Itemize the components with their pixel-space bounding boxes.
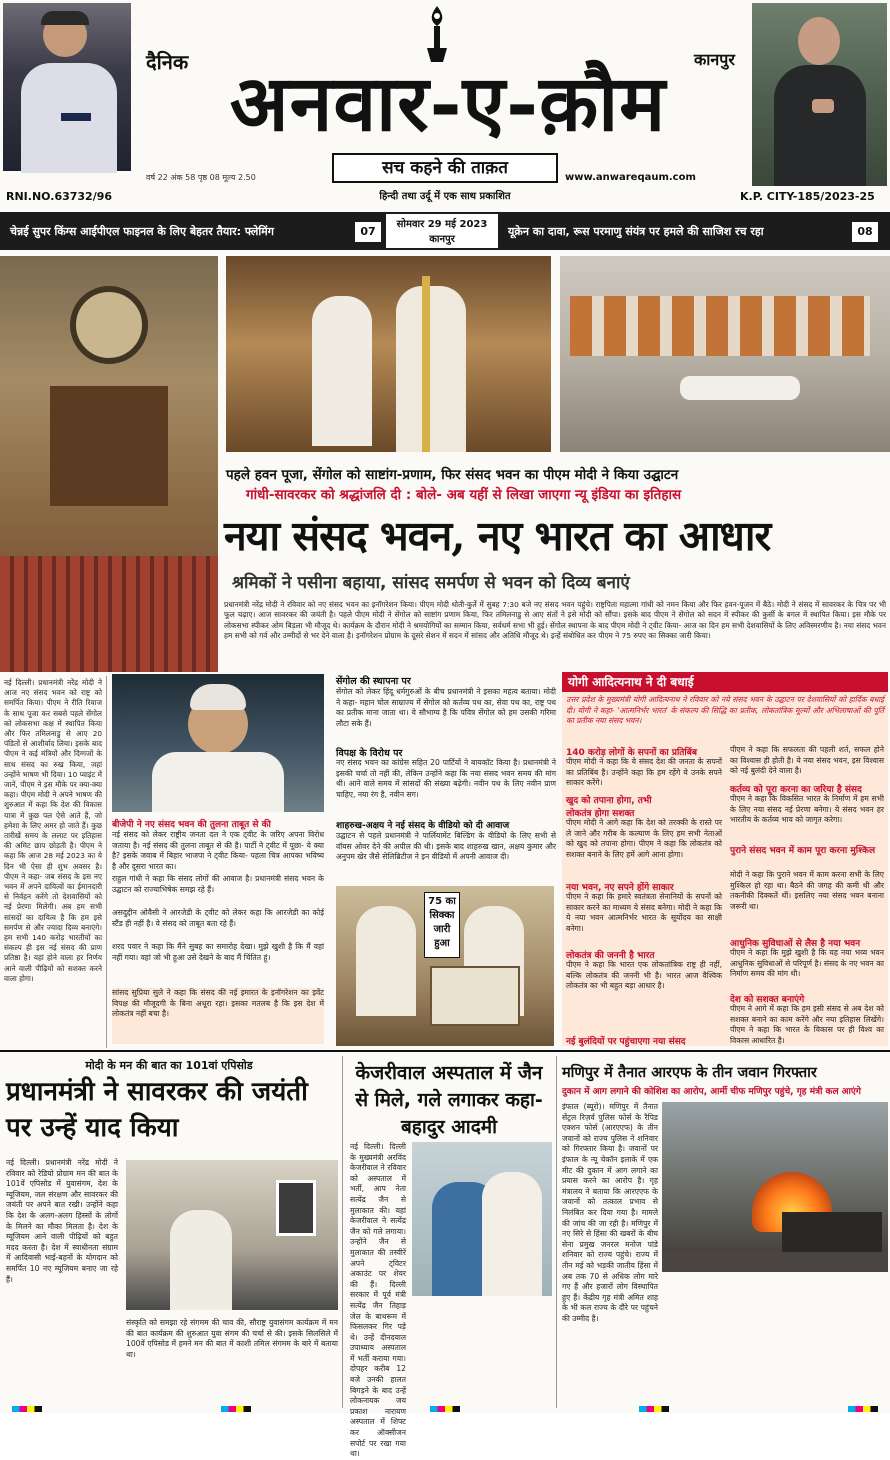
lead-headline: नया संसद भवन, नए भारत का आधार: [224, 512, 771, 560]
masthead-city: कानपुर: [694, 50, 735, 69]
prostration-photo: [560, 256, 890, 452]
cricketer-photo: [3, 3, 131, 171]
point-3-text: पीएम मोदी ने आगे कहा कि देश को तरक्की के रास्ते पर ले जाने और गरीब के कल्याण के लिए हम सभी नेताओं को खुद को तपाना होगा। पीएम ने कहा कि लोकतंत्र को सशक्त बनाने के लिए हमें आगे आना होगा।: [566, 818, 722, 859]
lead-kicker-1: पहले हवन पूजा, सेंगोल को साष्टांग-प्रणाम, फिर संसद भवन का पीएम मोदी ने किया उद्घाटन: [226, 467, 679, 483]
bjp-head: बीजेपी ने नए संसद भवन की तुलना ताबूत से की: [112, 820, 271, 830]
point2-4-head: देश को सशक्त बनाएंगे: [730, 995, 805, 1005]
teaser-right-page: 08: [852, 222, 878, 242]
sharad-text: शरद पवार ने कहा कि मैंने सुबह का समारोह देखा। मुझे खुशी है कि मैं वहां नहीं गया। वहां जो भी हुआ उसे देखने के बाद मैं चिंतित हूं।: [112, 942, 324, 962]
lead-intro: प्रधानमंत्री नरेंद्र मोदी ने रविवार को नए संसद भवन का इनॉगरेशन किया। पीएम मोदी धोती-कुर्ते में सुबह 7:30 बजे नए संसद भवन पहुंचे। राष्ट्रपिता महात्मा गांधी को नमन किया और फिर हवन-पूजन में बैठे। मोदी ने संसद में सावरकर के चित्र पर भी फूल चढ़ाए। आज सावरकर की जयंती है। पहले पीएम मोदी ने सेंगोल को साष्टांग प्रणाम किया, फिर तमिलनाडु से आए संतों ने इसे मोदी को सौंपा। इसके बाद पीएम ने सेंगोल को सदन में स्पीकर की कुर्सी के बगल में स्थापित किया। इस मौके पर लोकसभा स्पीकर ओम बिड़ला भी मौजूद थे। कार्यक्रम के दौरान मोदी ने श्रमयोगियों का सम्मान किया, सर्वधर्म सभा भी हुई। सेंगोल स्थापना के बाद पीएम मोदी ने ट्वीट किया- आज का दिन हम सभी देशवासियों के लिए अविस्मरणीय है। नया संसद भवन हम सभी को गर्व और उम्मीदों से भर देने वाला है। इनॉगरेशन प्रोग्राम के दूसरे सेशन में सदन में सांसद और अतिथि मौजूद थे। इन्हें संबोधित कर पीएम ने 75 रुपए का सिक्का जारी किया।: [224, 600, 886, 641]
registration-marks: [0, 1405, 890, 1413]
point-6-head: नई बुलंदियों पर पहुंचाएगा नया संसद: [566, 1037, 686, 1047]
issue-date: सोमवार 29 मई 2023: [396, 219, 488, 230]
point-4-head: नया भवन, नए सपने होंगे साकार: [566, 883, 674, 893]
modi-mann-photo: [126, 1160, 338, 1310]
kejriwal-text2: [412, 1300, 552, 1408]
shahrukh-head: शाहरुख-अक्षय ने नई संसद के वीडियो को दी आवाज: [336, 821, 510, 831]
vipaksh-head: विपक्ष के विरोध पर: [336, 748, 403, 759]
point2-1-head: कर्तव्य को पूरा करना का जरिया है संसद: [730, 785, 862, 795]
zelensky-photo: [752, 3, 887, 186]
lead-col1: नई दिल्ली। प्रधानमंत्री नरेंद्र मोदी ने आज नए संसद भवन को राष्ट्र को समर्पित किया। पीएम ने रीति रिवाज के साथ पूजा कर सबसे पहले सेंगोल को लोकसभा कक्ष में स्थापित किया और फिर तमिलनाडु से आए 20 पंडितों से आशीर्वाद लिया। इसके बाद पीएम ने कई मंत्रियों और दिग्गजों के साथ संसद का रुख किया, जहां उन्होंने भाषण भी दिया। 10 प्वाइंट में जानें, पीएम ने इस मौके पर क्या-क्या कहा। पीएम मोदी ने अपने भाषण की शुरुआत में कहा कि देश की विकास यात्रा में कुछ पल ऐसे आते हैं, जो हमेशा के लिए अमर हो जाते हैं। कुछ तारीखें समय के ललाट पर इतिहास की अमिट छाप छोड़ती है। पीएम ने कहा कि आज 28 मई 2023 का ये दिन भी ऐसा ही शुभ अवसर है। पीएम ने कहा- जब संसद के इस नए भवन में अपने दायित्वों का ईमानदारी से निर्वहन करेंगे तो देशवासियों को नई प्रेरणा मिलेगी। अब हम सभी सांसदों का दायित्व है कि हम इसे समर्पण से और ज्यादा दिव्य बनाएंगे। हम सभी 140 करोड़ भारतीयों का संकल्प ही इस नई संसद की प्राण प्रतिष्ठा है। यहां होने वाला हर निर्णय आने वाली पीढ़ियों को सशक्त करने वाला होगा।: [4, 678, 102, 983]
mann-kicker: मोदी के मन की बात का 101वां एपिसोड: [85, 1059, 253, 1072]
lead-kicker-2: गांधी-सावरकर को श्रद्धांजलि दी : बोले- अब यहीं से लिखा जाएगा न्यू इंडिया का इतिहास: [246, 487, 682, 503]
teaser-right[interactable]: यूक्रेन का दावा, रूस परमाणु संयंत्र पर हमले की साजिश रच रहा: [508, 225, 764, 238]
tagline-box: सच कहने की ताक़त: [332, 153, 558, 183]
kejriwal-headline: केजरीवाल अस्पताल में जैन से मिले, गले लगाकर कहा- बहादुर आदमी: [355, 1062, 543, 1138]
point-1-text: पीएम मोदी ने कहा कि ये संसद देश की जनता के सपनों का प्रतिबिंब है। उन्होंने कहा कि हम रहेंगे ये उनके सपने साकार करेंगे।: [566, 757, 722, 788]
mann-headline: प्रधानमंत्री ने सावरकर की जयंती पर उन्हें याद किया: [6, 1077, 308, 1143]
mann-text: नई दिल्ली। प्रधानमंत्री नरेंद्र मोदी ने रविवार को रेडियो प्रोग्राम मन की बात के 101वें एपिसोड में युवासंगम, देश के म्यूजियम, जल संरक्षण और सावरकर की जयंती पर अपने बात रखी। उन्होंने कहा कि देश के अलग-अलग हिस्सों के लोगों के मिलने का मौका मिलता है। देश के म्यूजियम आने वाली पीढ़ियों को बहुत मदद करता है। देश में स्वाधीनता संग्राम में आदिवासी भाई-बहनों के योगदान को समर्पित 10 नए म्यूजियम बनाए जा रहे हैं।: [6, 1158, 118, 1284]
manipur-kicker: दुकान में आग लगाने की कोशिश का आरोप, आर्मी चीफ मणिपुर पहुंचे, गृह मंत्री कल आएंगे: [562, 1087, 861, 1097]
point2-0-text: पीएम ने कहा कि सफलता की पहली शर्त, सफल होने का विश्वास ही होती है। ये नया संसद भवन, इस विश्वास को नई बुलंदी देने वाला है।: [730, 745, 884, 776]
modi-sengol-photo: [226, 256, 551, 452]
point-1-head: 140 करोड़ लोगों के सपनों का प्रतिबिंब: [566, 748, 698, 758]
point-5-text: पीएम ने कहा कि भारत एक लोकतांत्रिक राष्ट्र ही नहीं, बल्कि लोकतंत्र की जननी भी है। भारत आज वैश्विक लोकतंत्र का भी बहुत बड़ा आधार है।: [566, 960, 722, 991]
point2-2-head: पुराने संसद भवन में काम पूरा करना मुश्किल: [730, 846, 876, 856]
supriya-text: सांसद सुप्रिया सुले ने कहा कि संसद की नई इमारत के इनॉगरेशन का इवेंट विपक्ष की मौजूदगी के बिना अधूरा रहा। इसका मतलब है कि इस देश में लोकतंत्र नहीं बचा है।: [112, 988, 324, 1044]
manipur-fire-photo: [662, 1102, 888, 1272]
masthead-title: अनवार-ए-क़ौम: [229, 59, 667, 149]
yogi-text: उत्तर प्रदेश के मुख्यमंत्री योगी आदित्यनाथ ने रविवार को नये संसद भवन के उद्घाटन पर देशवासियों को हार्दिक बधाई दी। योगी ने कहा- 'आत्मनिर्भर भारत' के संकल्प की सिद्धि का प्रतीक, लोकतांत्रिक मूल्यों और अभिलाषाओं की पूर्ति का प्रतीक नया संसद भवन।: [566, 695, 884, 726]
bjp-text: नई संसद को लेकर राष्ट्रीय जनता दल ने एक ट्वीट के जरिए अपना विरोध जताया है। नई संसद की तुलना ताबूत से की है। पार्टी ने ट्वीट में पूछा- ये क्या है? इसके जवाब में बिहार भाजपा ने ट्वीट किया- पहला चित्र आपका भविष्य है और दूसरा भारत का।: [112, 830, 324, 871]
sengol-head: सेंगोल की स्थापना पर: [336, 676, 411, 687]
issue-city: कानपुर: [429, 234, 455, 245]
mann-text2: संस्कृति को समझा रहे संगमम की चाव की, सौराष्ट्र युवासंगम कार्यक्रम में मन की बात कार्यक्रम की शुरुआत युवा संगम की चर्चा से की। इसके सिलसिले में 100वें एपिसोड में हमने मन की बात में काशी तमिल संगमम के बारे में बताया था।: [126, 1318, 338, 1359]
point-4-text: पीएम ने कहा कि हमारे स्वतंत्रता सेनानियों के सपनों को साकार करने का माध्यम ये संसद बनेगा। मोदी ने कहा कि ये नया भवन आत्मनिर्भर भारत के सूर्योदय का साक्षी बनेगा।: [566, 892, 722, 933]
point2-1-text: पीएम ने कहा कि विकसित भारत के निर्माण में हम सभी के लिए नया संसद नई प्रेरणा बनेगा। ये संसद भवन हर भारतीय के कर्तव्य भाव को जागृत करेगा।: [730, 794, 884, 825]
vipaksh-text: नए संसद भवन का कांग्रेस सहित 20 पार्टियों ने बायकॉट किया है। प्रधानमंत्री ने इसकी चर्चा तो नहीं की, लेकिन उन्होंने कहा कि नया संसद भवन समय की मांग थी। आने वाले समय में सांसदों की संख्या बढ़ेगी। नवीन पथ के लिए नवीन प्राण चाहिए, नया रंग है, नवीन सग।: [336, 758, 556, 799]
yogi-head: योगी आदित्यनाथ ने दी बधाई: [562, 672, 888, 692]
teaser-left[interactable]: चेन्नई सुपर किंग्स आईपीएल फाइनल के लिए बेहतर तैयार: फ्लेमिंग: [10, 225, 274, 238]
teaser-left-page: 07: [355, 222, 381, 242]
kejriwal-hug-photo: [412, 1142, 552, 1296]
modi-speech-photo: [112, 674, 324, 812]
point-5-head: लोकतंत्र की जननी है भारत: [566, 951, 655, 961]
kp-number: K.P. CITY-185/2023-25: [740, 190, 875, 203]
point2-3-text: पीएम ने कहा कि मुझे खुशी है कि यह नया भव्य भवन आधुनिक सुविधाओं से परिपूर्ण है। संसद के नए भवन का निर्माण समय की मांग थी।: [730, 948, 884, 979]
manipur-headline: मणिपुर में तैनात आरएफ के तीन जवान गिरफ्तार: [562, 1065, 817, 1081]
owaisi-text: असदुद्दीन ओवैसी ने आरजेडी के ट्वीट को लेकर कहा कि आरजेडी का कोई स्टैंड ही नहीं है। वे संसद को ताबूत बता रहे हैं।: [112, 908, 324, 928]
kejriwal-text: नई दिल्ली। दिल्ली के मुख्यमंत्री अरविंद केजरीवाल ने रविवार को अस्पताल में भर्ती, आप नेता सत्येंद्र जैन से मुलाकात की। यहां केजरीवाल ने सत्येंद्र जैन को गले लगाया। उन्होंने जैन से मुलाकात की तस्वीरें अपने ट्विटर अकाउंट पर शेयर की हैं। दिल्ली सरकार में पूर्व मंत्री सत्येंद्र जैन तिहाड़ जेल के बाथरूम में फिसलकर गिर पड़े थे। उन्हें दीनदयाल उपाध्याय अस्पताल में भर्ती कराया गया। दोपहर करीब 12 बजे उनकी हालत बिगड़ने के बाद उन्हें लोकनायक जय प्रकाश नारायण अस्पताल में शिफ्ट कर ऑक्सीजन सपोर्ट पर रखा गया था।: [350, 1142, 406, 1459]
point2-4-text: पीएम ने आगे में कहा कि हम इसी संसद से अब देश को सशक्त बनाने का काम करेंगे और नया इतिहास लिखेंगे। पीएम ने कहा कि भारत के विकास पर ही विश्व का विकास आधारित है।: [730, 1004, 884, 1045]
daily-label: दैनिक: [146, 50, 189, 74]
rni-number: RNI.NO.63732/96: [6, 190, 113, 203]
sengol-text: सेंगोल को लेकर हिंदू धर्मगुरुओं के बीच प्रधानमंत्री ने इसका महत्व बताया। मोदी ने कहा- महान चोल साम्राज्य में सेंगोल को कर्तव्य पथ का, सेवा पथ का, राष्ट्र पथ का प्रतीक माना जाता था। ये सौभाग्य है कि पवित्र सेंगोल को हम उसकी गरिमा लौटा सके हैं।: [336, 687, 556, 728]
shahrukh-text: उद्घाटन से पहले प्रधानमंत्री ने पार्लियामेंट बिल्डिंग के वीडियो के लिए सभी से वॉयस ओवर देने की अपील की थी। इसके बाद शाहरुख खान, अक्षय कुमार और अनुपम खेर जैसे सेलिब्रिटीज ने इन वीडियो में अपनी आवाज दी।: [336, 831, 556, 862]
coin-label: 75 का सिक्का जारी हुआ: [424, 892, 460, 958]
point-2-head: खुद को तपाना होगा, तभी: [566, 796, 652, 806]
lead-subhead: श्रमिकों ने पसीना बहाया, सांसद समर्पण से भवन को दिव्य बनाएं: [232, 573, 630, 593]
website: www.anwareqaum.com: [565, 172, 696, 183]
volume-line: वर्ष 22 अंक 58 पृष्ठ 08 मूल्य 2.50: [146, 173, 256, 182]
rahul-text: राहुल गांधी ने कहा कि संसद लोगों की आवाज है। प्रधानमंत्री संसद भवन के उद्घाटन को राज्याभिषेक समझ रहे हैं।: [112, 874, 324, 894]
lang-line: हिन्दी तथा उर्दू में एक साथ प्रकाशित: [379, 191, 511, 202]
point-3-head: लोकतंत्र होगा सशक्त: [566, 809, 635, 819]
parliament-chamber-photo: [0, 256, 218, 672]
manipur-text: इंफाल (ब्यूरो)। मणिपुर में तैनात सेंट्रल रिज़र्व पुलिस फोर्स के रैपिड एक्शन फोर्स (आरएएफ) के तीन जवानों को राज्य पुलिस ने शनिवार को गिरफ्तार किया है। जवानों पर इंफाल के न्यू चेकॉन इलाके में एक मीट की दुकान में आग लगाने का प्रयास करने का आरोप है। गृह मंत्रालय ने बताया कि आरएएफ के जवानों को तत्काल प्रभाव से निलंबित कर दिया गया है। मामले की जांच की जा रही है। मणिपुर में नए सिरे से हिंसा की खबरों के बीच सेना प्रमुख जनरल मनोज पांडे शनिवार को राज्य पहुंचे। राज्य में तीन मई को भड़की जातीय हिंसा में अब तक 70 से अधिक लोग मारे गए हैं और हजारों लोग विस्थापित हुए हैं। केंद्रीय गृह मंत्री अमित शाह के भी कल राज्य के दौरे पर पहुंचने की उम्मीद है।: [562, 1102, 658, 1323]
point2-3-head: आधुनिक सुविधाओं से लैस है नया भवन: [730, 939, 861, 949]
point2-2-text: मोदी ने कहा कि पुराने भवन में काम करना सभी के लिए मुश्किल हो रहा था। बैठने की जगह की कमी थी और तकनीकी दिक्कतें थीं। इसलिए नया संसद भवन बनाना जरूरी था।: [730, 870, 884, 911]
